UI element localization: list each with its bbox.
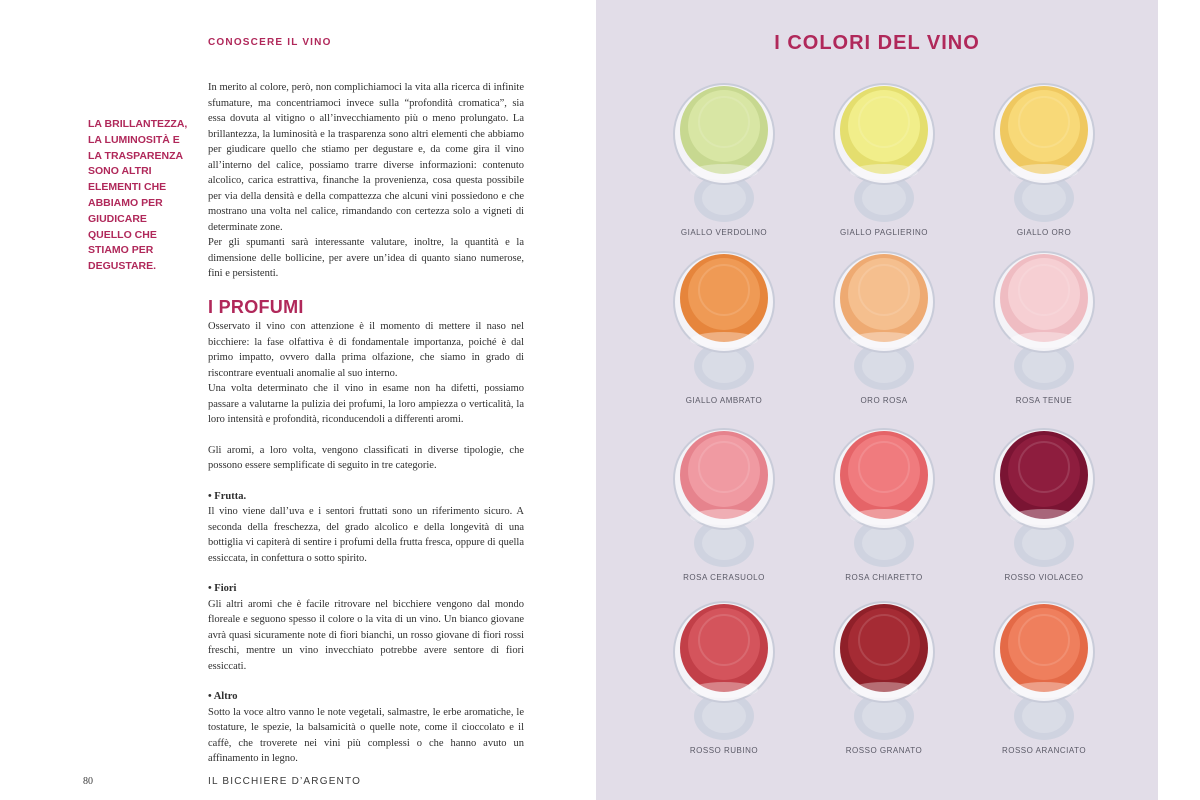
paragraph: Il vino viene dall’uva e i sentori fruttati sono un riferimento sicuro. A seconda della freschezza, del grado alcolico e della longevità di una bottiglia vi capiterà di sentire i profumi della frutta fresca, oppure di quella essiccata, in confettura o sotto spirito. <box>208 506 524 564</box>
wine-glass-icon <box>984 80 1104 225</box>
section-heading: I PROFUMI <box>208 296 304 317</box>
infographic-title: I COLORI DEL VINO <box>774 32 980 54</box>
wine-glass <box>969 598 1119 778</box>
paragraph: Osservato il vino con attenzione è il momento di mettere il naso nel bicchiere: la fase olfattiva è di fondamentale importanza, poiché è dal primo impatto, ovvero dalla prima olfazione, che siamo in grado di riscontrare eventuali anomalie al suo interno. <box>208 321 524 379</box>
body-text <box>208 80 524 767</box>
wine-glass <box>809 248 959 428</box>
wine-glass <box>969 425 1119 605</box>
wine-glass <box>969 248 1119 428</box>
page-margin <box>1158 0 1200 800</box>
wine-glass <box>809 598 959 778</box>
pull-quote: LA BRILLANTEZZA, LA LUMINOSITÀ E LA TRASPARENZA SONO ALTRI ELEMENTI CHE ABBIAMO PER GIUDICARE QUELLO CHE STIAMO PER DEGUSTARE. <box>88 118 188 273</box>
wine-glass <box>809 80 959 260</box>
wine-glass-icon <box>984 598 1104 743</box>
left-page <box>0 0 596 800</box>
book-title: IL BICCHIERE D’ARGENTO <box>208 776 362 787</box>
wine-color-label: ROSA TENUE <box>1015 396 1073 405</box>
wine-color-label: GIALLO PAGLIERINO <box>840 228 928 237</box>
page-number: 80 <box>83 776 93 787</box>
running-head: CONOSCERE IL VINO <box>208 37 332 48</box>
wine-color-label: GIALLO VERDOLINO <box>680 228 768 237</box>
wine-glass <box>809 425 959 605</box>
wine-glass <box>969 80 1119 260</box>
wine-glass-icon <box>824 425 944 570</box>
paragraph: Gli altri aromi che è facile ritrovare nel bicchiere vengono dal mondo floreale e seguono spesso il colore o la vita di un vino. Un bianco giovane avrà quasi sicuramente note di fiori bianchi, un rosso giovane di fiori rossi freschi, mentre un vino invecchiato potrebbe avere sentore di fiori essiccati. <box>208 598 524 672</box>
wine-glass-icon <box>664 425 784 570</box>
paragraph: Sotto la voce altro vanno le note vegetali, salmastre, le erbe aromatiche, le tostature, le spezie, la balsamicità o quelle note, come il cioccolato e il caffè, che troverete nei vini più complessi o che hanno avuto un affinamento in legno. <box>208 706 524 764</box>
paragraph: Una volta determinato che il vino in esame non ha difetti, possiamo passare a valutarne la pulizia dei profumi, la loro ampiezza o verticalità, la loro intensità e profondità, riconducendoli a differenti aromi. <box>208 383 524 425</box>
paragraph: Gli aromi, a loro volta, vengono classificati in diverse tipologie, che possono essere semplificate di seguito in tre categorie. <box>208 444 524 471</box>
wine-glass <box>649 598 799 778</box>
wine-color-label: ORO ROSA <box>860 396 908 405</box>
wine-color-label: ROSSO RUBINO <box>689 746 759 755</box>
wine-color-label: GIALLO AMBRATO <box>685 396 763 405</box>
wine-glass-icon <box>664 248 784 393</box>
wine-glass-icon <box>824 598 944 743</box>
wine-glass-icon <box>824 248 944 393</box>
wine-color-label: ROSSO GRANATO <box>845 746 923 755</box>
wine-glass <box>649 248 799 428</box>
paragraph: In merito al colore, però, non complichiamoci la vita alla ricerca di infinite sfumature, ma concentriamoci invece sulla “profondità cromatica”, sia essa dovuta al vitigno o all’invecchiamento più o meno prolungato. La brillantezza, la luminosità e la trasparenza sono altri elementi che abbiamo per giudicare quello che stiamo per degustare e, da come gira il vino all’interno del calice, possiamo trarre diverse informazioni: contenuto alcolico, carica estrattiva, finanche la provenienza, cosa questa possibile per via della densità e della compattezza che alcuni vini possiedono e che mostrano una volta nel calice, rimandando con certezza solo a vigneti di determinate zone. <box>208 82 524 233</box>
wine-glass-icon <box>984 248 1104 393</box>
wine-color-label: ROSSO ARANCIATO <box>1001 746 1087 755</box>
wine-color-label: ROSA CHIARETTO <box>845 573 923 582</box>
wine-glass <box>649 80 799 260</box>
paragraph: Per gli spumanti sarà interessante valutare, inoltre, la quantità e la dimensione delle bollicine, per avere un’idea di quanto siano numerose, fini e persistenti. <box>208 237 524 279</box>
wine-glass-icon <box>664 80 784 225</box>
category-heading: • Fiori <box>208 583 237 594</box>
wine-glass-icon <box>824 80 944 225</box>
wine-color-label: GIALLO ORO <box>1016 228 1072 237</box>
wine-color-label: ROSSO VIOLACEO <box>1004 573 1084 582</box>
category-heading: • Altro <box>208 691 238 702</box>
wine-glass-icon <box>984 425 1104 570</box>
wine-color-label: ROSA CERASUOLO <box>683 573 765 582</box>
wine-glass-icon <box>664 598 784 743</box>
category-heading: • Frutta. <box>208 490 247 502</box>
wine-glass <box>649 425 799 605</box>
